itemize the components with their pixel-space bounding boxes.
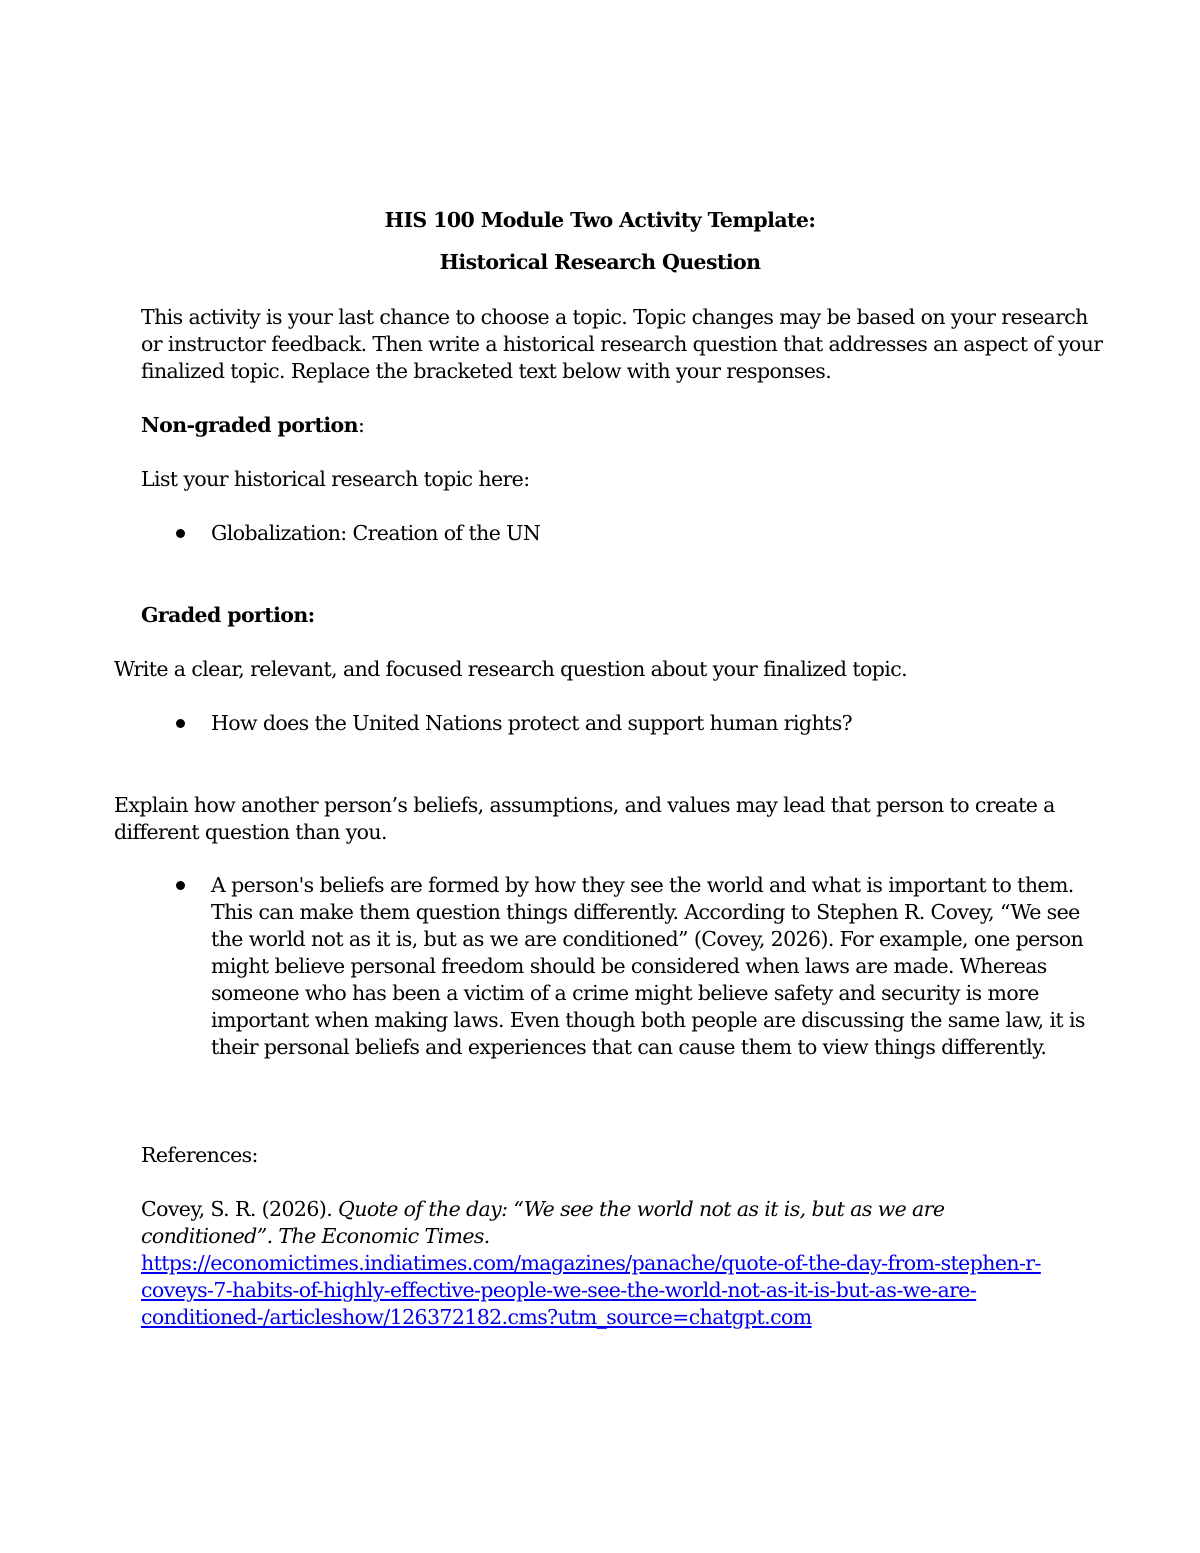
topic-answer: Globalization: Creation of the UN (211, 521, 541, 545)
answer-line: A person's beliefs are formed by how they see the world and what is important to them. (211, 873, 1074, 897)
intro-line: This activity is your last chance to choose a topic. Topic changes may be based on your research (141, 305, 1088, 329)
explain-prompt-line: Explain how another person’s beliefs, assumptions, and values may lead that person to create a (114, 793, 1055, 817)
answer-line: This can make them question things differently. According to Stephen R. Covey, “We see (211, 900, 1080, 924)
answer-line: the world not as it is, but as we are conditioned” (Covey, 2026). For example, one person (211, 927, 1084, 951)
intro-line: finalized topic. Replace the bracketed text below with your responses. (141, 359, 832, 383)
topic-prompt: List your historical research topic here: (141, 467, 530, 491)
document-title: HIS 100 Module Two Activity Template: (384, 208, 816, 232)
answer-line: might believe personal freedom should be considered when laws are made. Whereas (211, 954, 1047, 978)
answer-line: important when making laws. Even though both people are discussing the same law, it is (211, 1008, 1085, 1032)
research-question: How does the United Nations protect and support human rights? (211, 711, 853, 735)
reference-link[interactable]: coveys-7-habits-of-highly-effective-people-we-see-the-world-not-as-it-is-but-as-we-are- (141, 1278, 977, 1302)
reference-link[interactable]: https://economictimes.indiatimes.com/magazines/panache/quote-of-the-day-from-stephen-r- (141, 1251, 1041, 1275)
reference-author: Covey, S. R. (2026). (141, 1197, 339, 1221)
bullet-icon (176, 881, 185, 890)
intro-line: or instructor feedback. Then write a historical research question that addresses an aspect of your (141, 332, 1103, 356)
references-heading: References: (141, 1143, 258, 1167)
reference-link[interactable]: conditioned-/articleshow/126372182.cms?utm_source=chatgpt.com (141, 1305, 812, 1329)
answer-line: someone who has been a victim of a crime might believe safety and security is more (211, 981, 1039, 1005)
bullet-icon (176, 529, 185, 538)
document-subtitle: Historical Research Question (439, 250, 761, 274)
question-prompt: Write a clear, relevant, and focused research question about your finalized topic. (114, 657, 908, 681)
bullet-icon (176, 719, 185, 728)
explain-prompt-line: different question than you. (114, 820, 387, 844)
reference-title-cont: conditioned”. The Economic Times. (141, 1224, 490, 1248)
non-graded-heading-text: Non-graded portion (141, 413, 358, 437)
reference-line (141, 1196, 944, 1223)
non-graded-heading (141, 412, 364, 439)
answer-line: their personal beliefs and experiences that can cause them to view things differently. (211, 1035, 1047, 1059)
non-graded-heading-colon: : (357, 413, 365, 437)
graded-heading: Graded portion: (141, 603, 315, 627)
reference-title: Quote of the day: “We see the world not as it is, but as we are (338, 1197, 945, 1221)
